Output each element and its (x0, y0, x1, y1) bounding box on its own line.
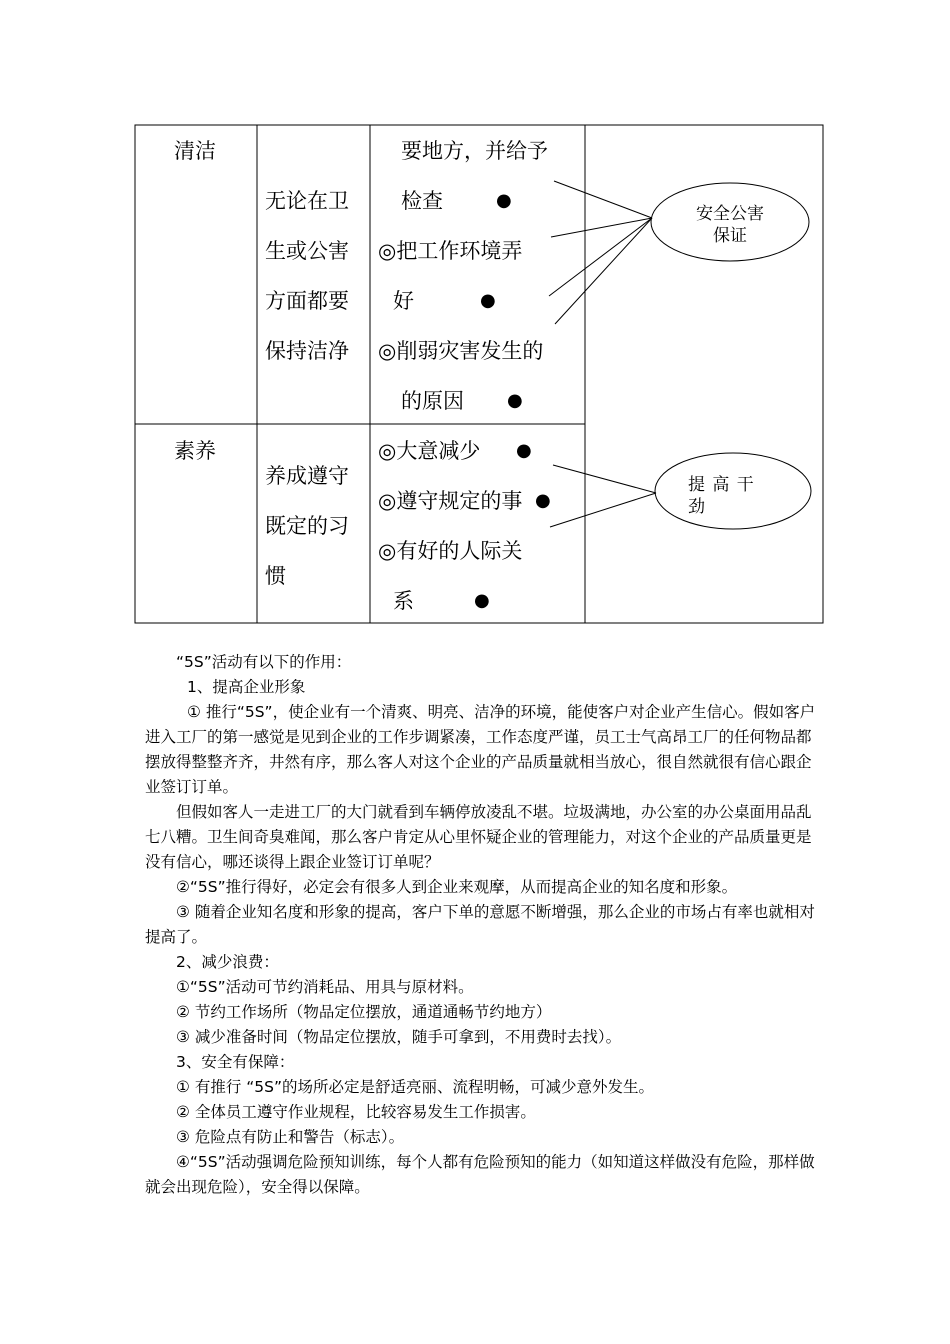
point-line: 的原因 (401, 389, 464, 413)
point-line: ◎有好的人际关 (378, 539, 523, 563)
paragraph: 但假如客人一走进工厂的大门就看到车辆停放凌乱不堪。垃圾满地，办公室的办公桌面用品乱七八糟。卫生间奇臭难闻，那么客户肯定从心里怀疑企业的管理能力，对这个企业的产品质量更是没有信心，哪还谈得上跟企业签订订单呢？ (145, 803, 812, 871)
bullet-dot: ● (507, 390, 523, 411)
row-meaning-line: 惯 (265, 564, 286, 588)
point-line: ◎遵守规定的事 (378, 489, 523, 513)
bullet-dot: ● (535, 490, 551, 511)
intro-paragraph: “5S”活动有以下的作用： (176, 653, 352, 671)
section-heading: 3、安全有保障： (176, 1053, 295, 1071)
row-meaning-line: 保持洁净 (265, 339, 349, 363)
connector-line (549, 218, 652, 296)
result-label-line: 保证 (713, 226, 747, 246)
point-line: ◎大意减少 (378, 439, 481, 463)
paragraph: ① 推行“5S”，使企业有一个清爽、明亮、洁净的环境，能使客户对企业产生信心。假如客户进入工厂的第一感觉是见到企业的工作步调紧凑，工作态度严谨，员工士气高昂工厂的任何物品都摆放得整整齐齐，井然有序，那么客人对这个企业的产品质量就相当放心，很自然就很有信心跟企业签订订单。 (145, 703, 816, 796)
paragraph: ③ 减少准备时间（物品定位摆放，随手可拿到，不用费时去找）。 (176, 1028, 622, 1046)
bullet-dot: ● (516, 440, 532, 461)
result-label-line: 安全公害 (696, 204, 764, 224)
paragraph: ④“5S”活动强调危险预知训练，每个人都有危险预知的能力（如知道这样做没有危险，那样做就会出现危险），安全得以保障。 (145, 1153, 815, 1196)
row-meaning-line: 方面都要 (265, 289, 349, 313)
point-line: ◎削弱灾害发生的 (378, 339, 544, 363)
point-line: 好 (393, 289, 414, 313)
result-label-line: 劲 (688, 497, 705, 517)
row-meaning-line: 养成遵守 (265, 464, 349, 488)
section-heading: 1、提高企业形象 (187, 678, 306, 696)
paragraph: ② 全体员工遵守作业规程，比较容易发生工作损害。 (176, 1103, 536, 1121)
row-item-label: 素养 (174, 439, 216, 463)
paragraph: ② 节约工作场所（物品定位摆放，通道通畅节约地方） (176, 1003, 552, 1021)
paragraph: ③ 危险点有防止和警告（标志）。 (176, 1128, 405, 1146)
point-line: ◎把工作环境弄 (378, 239, 523, 263)
paragraph: ①“5S”活动可节约消耗品、用具与原材料。 (176, 978, 474, 996)
row-item-label: 清洁 (174, 139, 216, 163)
bullet-dot: ● (480, 290, 496, 311)
connector-line (554, 181, 652, 218)
five-s-table (0, 0, 950, 640)
body-text (145, 650, 817, 1200)
point-line: 系 (393, 589, 414, 613)
row-meaning-line: 无论在卫 (265, 189, 349, 213)
paragraph: ① 有推行 “5S”的场所必定是舒适亮丽、流程明畅，可减少意外发生。 (176, 1078, 655, 1096)
row-meaning-line: 既定的习 (265, 514, 349, 538)
point-line: 检查 (401, 189, 443, 213)
point-line: 要地方，并给予 (401, 139, 548, 163)
paragraph: ③ 随着企业知名度和形象的提高，客户下单的意愿不断增强，那么企业的市场占有率也就相对提高了。 (145, 903, 815, 946)
bullet-dot: ● (496, 190, 512, 211)
section-heading: 2、减少浪费： (176, 953, 279, 971)
connector-line (553, 465, 656, 493)
connector-line (550, 493, 656, 527)
bullet-dot: ● (474, 590, 490, 611)
result-label-line: 提 高 干 (688, 475, 755, 495)
row-meaning-line: 生或公害 (265, 239, 349, 263)
paragraph: ②“5S”推行得好，必定会有很多人到企业来观摩，从而提高企业的知名度和形象。 (176, 878, 738, 896)
